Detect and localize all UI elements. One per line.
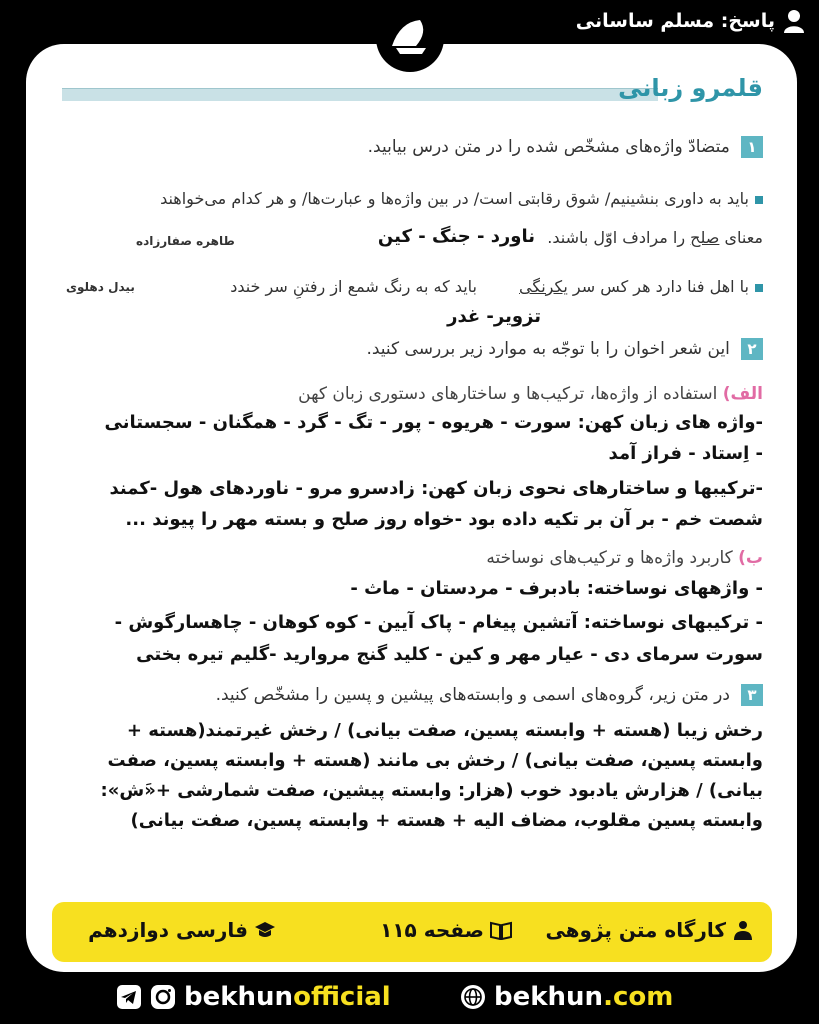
footer-page xyxy=(380,918,512,942)
q2-b-line: - واژههای نوساخته: بادبرف - مردستان - ماث - xyxy=(350,578,763,599)
q1-item2-part1 xyxy=(519,277,763,296)
question-number: ۱ xyxy=(741,136,763,158)
footer-course xyxy=(88,918,276,942)
book-icon xyxy=(490,920,512,940)
telegram-icon[interactable] xyxy=(116,984,142,1010)
q1-item2-part2: باید که به رنگ شمع از رفتنِ سر خندد xyxy=(230,277,477,296)
q2-a-label: الف) xyxy=(722,384,763,404)
q2-b-heading xyxy=(486,548,763,568)
footer-workshop-text: کارگاه متن پژوهی xyxy=(545,918,726,942)
bekhun-logo xyxy=(370,2,450,76)
question-1 xyxy=(368,136,763,158)
q1-item1-line1 xyxy=(160,189,763,208)
site-main: bekhun xyxy=(494,982,604,1012)
social-handle[interactable] xyxy=(116,982,391,1012)
q1-item2-word: یکرنگی xyxy=(519,277,568,296)
footer-course-text: فارسی دوازدهم xyxy=(88,918,248,942)
q2-a-heading xyxy=(298,384,763,404)
bottom-bar xyxy=(0,978,819,1024)
q3-line: وابسته پسین مقلوب، مضاف الیه + هسته + وابسته پسین، صفت بیانی) xyxy=(130,810,763,831)
responder xyxy=(576,9,805,33)
responder-name: پاسخ: مسلم ساسانی xyxy=(575,10,775,32)
question-prompt: متضادّ واژه‌های مشخّص شده را در متن درس بیابید. xyxy=(367,137,730,157)
q1-item1-pre: معنای xyxy=(719,228,763,247)
title-rule xyxy=(62,88,658,101)
q1-item1-word: صلح xyxy=(690,228,720,247)
q3-line: وابسته پسین، صفت بیانی) / رخش بی مانند (هسته + وابسته پسین، صفت xyxy=(107,750,763,771)
teacher-icon xyxy=(732,920,754,940)
globe-icon[interactable] xyxy=(460,984,486,1010)
footer-page-text: صفحه ۱۱۵ xyxy=(380,918,484,942)
question-prompt: این شعر اخوان را با توجّه به موارد زیر بررسی کنید. xyxy=(366,339,730,359)
author-2: بیدل دهلوی xyxy=(66,280,135,294)
user-icon xyxy=(783,9,805,33)
q2-a-line: شصت خم - بر آن بر تکیه داده بود -خواه روز صلح و بسته مهر را پیوند ... xyxy=(125,509,763,530)
q2-a-line: -ترکیبها و ساختارهای نحوی زبان کهن: زادسرو مرو - ناوردهای هول -کمند xyxy=(109,478,763,499)
site-accent: .com xyxy=(603,982,674,1012)
author-1: طاهره صفارزاده xyxy=(136,234,235,248)
q3-line: رخش زیبا (هسته + وابسته پسین، صفت بیانی) / رخش غیرتمند(هسته + xyxy=(126,720,763,741)
handle-accent: official xyxy=(293,982,391,1012)
handle-text[interactable] xyxy=(184,982,391,1012)
q1-item1-line2 xyxy=(547,228,763,247)
question-prompt: در متن زیر، گروه‌های اسمی و وابسته‌های پیشین و پسین را مشخّص کنید. xyxy=(215,685,730,705)
q2-b-label: ب) xyxy=(738,548,763,568)
graduation-cap-icon xyxy=(254,920,276,940)
question-number: ۳ xyxy=(741,684,763,706)
section-title: قلمرو زبانی xyxy=(618,74,763,102)
instagram-icon[interactable] xyxy=(150,984,176,1010)
q2-a-heading-text: استفاده از واژه‌ها، ترکیب‌ها و ساختارهای دستوری زبان کهن xyxy=(298,384,718,404)
q1-item1-text: باید به داوری بنشینیم/ شوق رقابتی است/ در بین واژه‌ها و عبارت‌ها/ و هر کدام می‌خواهند xyxy=(160,189,749,208)
question-3 xyxy=(216,684,763,706)
bullet-icon xyxy=(755,284,763,292)
q1-item2-pre: با اهل فنا دارد هر کس سر xyxy=(567,277,749,296)
footer-workshop xyxy=(545,918,754,942)
question-2 xyxy=(366,338,763,360)
q3-line: بیانی) / هزارش یادبود خوب (هزار: وابسته پیشین، صفت شمارشی +«َش»: xyxy=(100,780,763,801)
q2-a-line: -واژه های زبان کهن: سورت - هریوه - پور - تگ - گرد - همگنان - سجستانی xyxy=(104,412,763,433)
bullet-icon xyxy=(755,196,763,204)
logo-icon xyxy=(370,2,450,76)
q2-b-line: - ترکیبهای نوساخته: آتشین پیغام - پاک آیین - کوه کوهان - چاهسارگوش - xyxy=(114,612,763,633)
q2-b-heading-text: کاربرد واژه‌ها و ترکیب‌های نوساخته xyxy=(486,548,733,568)
website-text[interactable] xyxy=(494,982,673,1012)
q2-b-line: سورت سرمای دی - عیار مهر و کین - کلید گنج مروارید -گلیم تیره بختی xyxy=(136,644,763,665)
handle-main: bekhun xyxy=(184,982,294,1012)
content-card xyxy=(26,44,797,972)
q1-item1-answer: ناورد - جنگ - کین xyxy=(377,226,535,247)
q1-item2-answer: تزویر- غدر xyxy=(447,306,541,327)
question-number: ۲ xyxy=(741,338,763,360)
footer-banner xyxy=(52,902,772,962)
q1-item1-post: را مرادف اوّل باشند. xyxy=(547,228,691,247)
website[interactable] xyxy=(460,982,673,1012)
q2-a-line: - اِستاد - فراز آمد xyxy=(608,443,763,464)
